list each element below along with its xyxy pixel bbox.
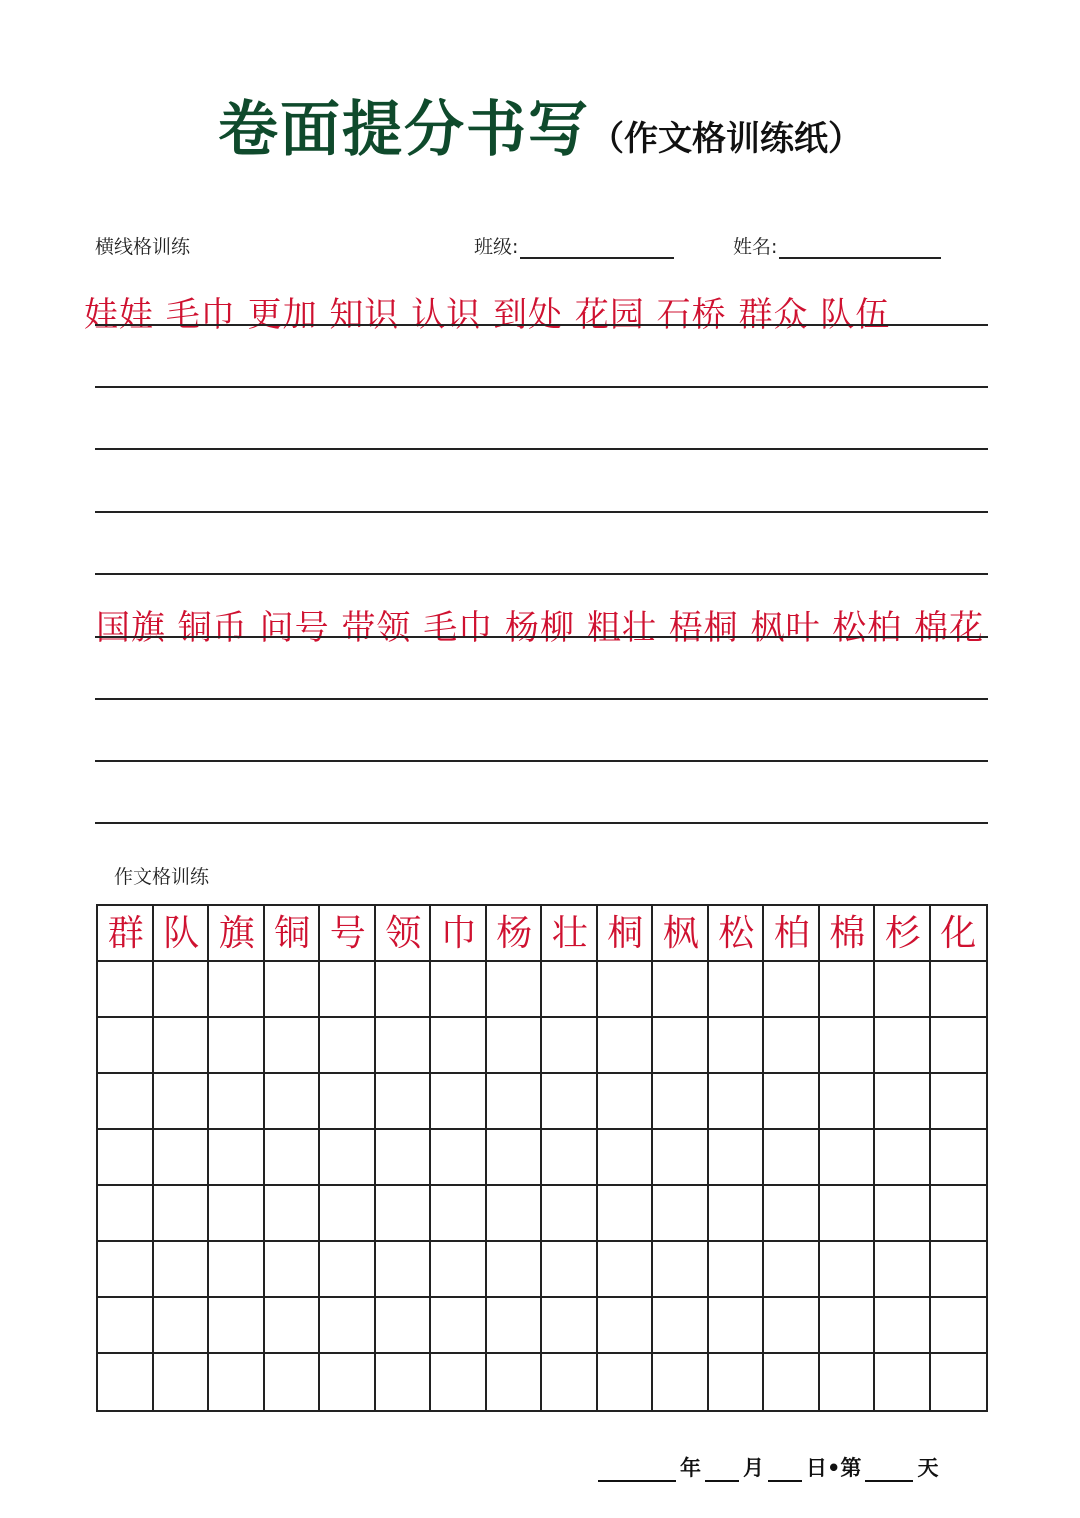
grid-cell[interactable] [98, 1186, 154, 1242]
grid-cell[interactable] [265, 1298, 321, 1354]
grid-cell[interactable] [98, 962, 154, 1018]
grid-cell[interactable] [709, 1018, 765, 1074]
grid-cell[interactable] [709, 962, 765, 1018]
grid-cell[interactable] [431, 962, 487, 1018]
grid-cell[interactable] [376, 1130, 432, 1186]
grid-cell[interactable] [265, 1074, 321, 1130]
grid-cell[interactable] [209, 962, 265, 1018]
grid-cell[interactable] [542, 1130, 598, 1186]
grid-cell[interactable] [875, 1186, 931, 1242]
composition-grid [96, 904, 988, 1412]
grid-cell[interactable] [265, 962, 321, 1018]
grid-cell[interactable] [820, 1018, 876, 1074]
grid-cell[interactable] [598, 1186, 654, 1242]
grid-cell[interactable] [542, 1242, 598, 1298]
grid-cell[interactable] [98, 1354, 154, 1410]
day-label: 日•第 [806, 1456, 862, 1480]
ruled-line [95, 511, 988, 513]
grid-cell[interactable] [875, 1074, 931, 1130]
grid-cell[interactable] [209, 1130, 265, 1186]
grid-cell[interactable] [209, 1018, 265, 1074]
grid-cell[interactable] [875, 1018, 931, 1074]
grid-cell[interactable] [598, 1242, 654, 1298]
grid-cell[interactable] [376, 1354, 432, 1410]
grid-cell[interactable] [376, 1018, 432, 1074]
grid-cell[interactable] [598, 1354, 654, 1410]
class-label: 班级: [474, 236, 519, 258]
grid-cell[interactable] [209, 1298, 265, 1354]
grid-cell[interactable] [875, 1354, 931, 1410]
grid-cell[interactable] [154, 1074, 210, 1130]
grid-cell[interactable] [931, 962, 987, 1018]
grid-cell[interactable] [376, 962, 432, 1018]
grid-cell[interactable] [487, 1186, 543, 1242]
grid-cell[interactable] [931, 1242, 987, 1298]
grid-char: 群 [107, 913, 144, 954]
grid-cell[interactable] [709, 1186, 765, 1242]
grid-char: 松 [718, 913, 755, 954]
grid-cell[interactable] [320, 1298, 376, 1354]
days-label: 天 [917, 1456, 939, 1480]
grid-cell[interactable] [320, 962, 376, 1018]
grid-cell[interactable] [764, 1130, 820, 1186]
page-title [0, 82, 1080, 168]
ruled-line [95, 698, 988, 700]
grid-cell[interactable] [320, 1130, 376, 1186]
grid-cell[interactable] [653, 1298, 709, 1354]
grid-cell[interactable] [431, 1354, 487, 1410]
grid-cell[interactable] [598, 1130, 654, 1186]
grid-cell[interactable] [487, 1298, 543, 1354]
grid-cell[interactable] [931, 1354, 987, 1410]
name-label: 姓名: [733, 236, 778, 258]
grid-char: 巾 [440, 913, 477, 954]
grid-cell[interactable] [764, 1298, 820, 1354]
grid-cell[interactable] [431, 1186, 487, 1242]
month-blank[interactable] [705, 1460, 739, 1482]
grid-cell[interactable] [542, 1298, 598, 1354]
grid-cell[interactable] [431, 1298, 487, 1354]
grid-cell[interactable] [209, 1354, 265, 1410]
grid-cell[interactable] [542, 962, 598, 1018]
grid-cell[interactable] [931, 1186, 987, 1242]
grid-cell[interactable] [709, 1242, 765, 1298]
grid-cell[interactable] [598, 1074, 654, 1130]
grid-cell[interactable] [820, 1354, 876, 1410]
grid-cell[interactable] [653, 1018, 709, 1074]
grid-cell[interactable] [764, 1242, 820, 1298]
grid-char: 号 [329, 913, 366, 954]
grid-char: 杨 [496, 913, 533, 954]
grid-cell[interactable] [431, 1242, 487, 1298]
grid-cell[interactable] [431, 1074, 487, 1130]
grid-cell[interactable] [598, 1298, 654, 1354]
grid-cell[interactable] [931, 1130, 987, 1186]
grid-cell[interactable] [487, 1354, 543, 1410]
class-blank[interactable] [520, 237, 674, 259]
grid-cell[interactable] [542, 1074, 598, 1130]
grid-cell[interactable] [265, 1018, 321, 1074]
grid-cell[interactable] [320, 1018, 376, 1074]
grid-cell[interactable] [653, 1242, 709, 1298]
grid-char: 领 [385, 913, 422, 954]
grid-cell[interactable] [653, 1186, 709, 1242]
grid-cell[interactable] [376, 1298, 432, 1354]
grid-cell[interactable] [598, 962, 654, 1018]
grid-cell[interactable] [764, 1074, 820, 1130]
grid-cell[interactable] [209, 1186, 265, 1242]
grid-cell[interactable] [875, 962, 931, 1018]
grid-cell[interactable] [487, 1242, 543, 1298]
grid-cell[interactable] [376, 1186, 432, 1242]
ruled-line [95, 822, 988, 824]
grid-cell[interactable] [931, 1298, 987, 1354]
ruled-line [95, 448, 988, 450]
grid-cell[interactable] [542, 1186, 598, 1242]
title-main: 卷面提分书写 [218, 95, 590, 165]
grid-cell[interactable] [320, 1186, 376, 1242]
grid-char: 杉 [884, 913, 921, 954]
grid-cell[interactable] [820, 1242, 876, 1298]
grid-cell[interactable] [154, 962, 210, 1018]
ruled-line [95, 760, 988, 762]
grid-cell[interactable] [154, 1242, 210, 1298]
grid-cell[interactable] [931, 1074, 987, 1130]
name-blank[interactable] [779, 237, 941, 259]
grid-cell[interactable] [376, 1074, 432, 1130]
grid-char: 铜 [274, 913, 311, 954]
ruled-line [95, 386, 988, 388]
ruled-line [95, 636, 988, 638]
grid-cell[interactable] [431, 1130, 487, 1186]
grid-cell[interactable] [154, 1130, 210, 1186]
grid-cell[interactable] [709, 1298, 765, 1354]
grid-cell[interactable] [487, 1074, 543, 1130]
grid-cell[interactable] [431, 1018, 487, 1074]
grid-cell[interactable] [154, 1186, 210, 1242]
class-field [474, 232, 674, 259]
grid-cell[interactable] [709, 1074, 765, 1130]
name-field [733, 232, 941, 259]
year-blank[interactable] [598, 1460, 676, 1482]
day-blank[interactable] [768, 1460, 802, 1482]
grid-cell[interactable] [764, 1018, 820, 1074]
grid-cell[interactable] [653, 1130, 709, 1186]
grid-cell[interactable] [98, 1018, 154, 1074]
grid-cell[interactable] [487, 1130, 543, 1186]
grid-cell[interactable] [154, 1298, 210, 1354]
title-subtitle: （作文格训练纸） [590, 119, 862, 159]
grid-cell[interactable] [875, 1298, 931, 1354]
grid-cell[interactable] [542, 1354, 598, 1410]
grid-cell[interactable] [820, 962, 876, 1018]
grid-cell[interactable] [820, 1298, 876, 1354]
grid-cell[interactable] [653, 1074, 709, 1130]
grid-cell[interactable] [265, 1130, 321, 1186]
grid-cell[interactable] [320, 1242, 376, 1298]
grid-cell[interactable] [265, 1354, 321, 1410]
grid-char: 柏 [773, 913, 810, 954]
day-count-blank[interactable] [865, 1460, 913, 1482]
grid-cell[interactable] [598, 1018, 654, 1074]
handwriting-line-2: 国旗 铜币 问号 带领 毛巾 杨柳 粗壮 梧桐 枫叶 松柏 棉花 [96, 608, 985, 648]
grid-cell[interactable] [98, 1130, 154, 1186]
grid-cell[interactable] [875, 1242, 931, 1298]
grid-cell[interactable] [98, 1074, 154, 1130]
grid-cell[interactable] [98, 1242, 154, 1298]
grid-cell[interactable] [154, 1018, 210, 1074]
grid-char: 化 [940, 913, 977, 954]
grid-cell[interactable] [709, 1354, 765, 1410]
grid-cell[interactable] [265, 1242, 321, 1298]
grid-cell[interactable] [764, 1354, 820, 1410]
grid-cell[interactable] [820, 1130, 876, 1186]
grid-char: 枫 [662, 913, 699, 954]
grid-char: 棉 [829, 913, 866, 954]
grid-cell[interactable] [320, 1074, 376, 1130]
grid-cell[interactable] [376, 1242, 432, 1298]
grid-cell[interactable] [542, 1018, 598, 1074]
grid-cell[interactable] [154, 1354, 210, 1410]
grid-cell[interactable] [653, 962, 709, 1018]
grid-cell[interactable] [820, 1186, 876, 1242]
grid-cell[interactable] [320, 1354, 376, 1410]
grid-cell[interactable] [764, 962, 820, 1018]
grid-cell[interactable] [487, 962, 543, 1018]
ruled-line [95, 573, 988, 575]
grid-cell[interactable] [764, 1186, 820, 1242]
grid-char: 旗 [218, 913, 255, 954]
ruled-line [95, 324, 988, 326]
grid-char: 壮 [551, 913, 588, 954]
month-label: 月 [743, 1456, 764, 1480]
grid-cell[interactable] [653, 1354, 709, 1410]
grid-cell[interactable] [265, 1186, 321, 1242]
grid-cell[interactable] [98, 1298, 154, 1354]
grid-cell[interactable] [209, 1242, 265, 1298]
handwriting-line-1: 娃娃 毛巾 更加 知识 认识 到处 花园 石桥 群众 队伍 [84, 295, 891, 335]
grid-cell[interactable] [709, 1130, 765, 1186]
grid-cell[interactable] [875, 1130, 931, 1186]
grid-cell[interactable] [487, 1018, 543, 1074]
grid-section-label: 作文格训练 [114, 866, 210, 888]
grid-cell[interactable] [820, 1074, 876, 1130]
grid-char: 队 [163, 913, 200, 954]
date-line [598, 1452, 942, 1482]
lined-section-label: 横线格训练 [95, 236, 191, 258]
grid-cell[interactable] [931, 1018, 987, 1074]
grid-char: 桐 [607, 913, 644, 954]
year-label: 年 [680, 1456, 701, 1480]
grid-cell[interactable] [209, 1074, 265, 1130]
